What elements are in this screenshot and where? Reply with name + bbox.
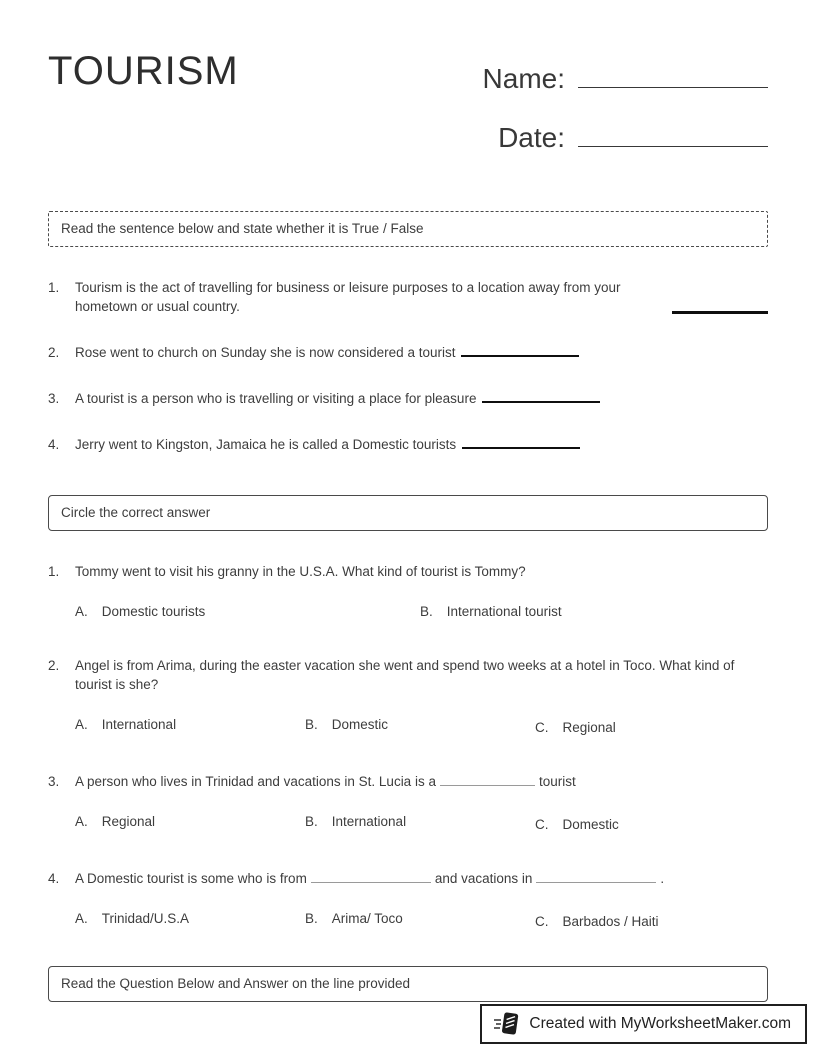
options-row: [48, 715, 768, 737]
option-letter: B.: [305, 911, 318, 926]
multiple-choice-question-list: [48, 562, 768, 931]
fill-in-blank[interactable]: [536, 872, 656, 883]
tf-answer-line-3[interactable]: [482, 391, 600, 403]
true-false-question-list: [48, 278, 768, 454]
option-letter: B.: [420, 604, 433, 619]
tf-question-1: [48, 278, 768, 316]
instruction-text-true-false: Read the sentence below and state whether it is True / False: [61, 221, 424, 236]
options-row: [48, 909, 768, 931]
option-label: Domestic: [331, 717, 389, 732]
name-field-row: [483, 52, 768, 95]
question-number: 2.: [48, 345, 60, 360]
worksheet-header: [48, 48, 768, 170]
question-text-before: A Domestic tourist is some who is from: [75, 871, 307, 886]
tf-answer-line-2[interactable]: [461, 345, 579, 357]
option-c[interactable]: [535, 715, 616, 737]
mc-question-4: [48, 869, 768, 931]
question-text: Tourism is the act of travelling for business or leisure purposes to a location away from your hometown or usual country.: [75, 280, 621, 314]
instruction-box-multiple-choice: [48, 495, 768, 531]
instruction-box-short-answer: [48, 966, 768, 1002]
tf-question-3: [48, 389, 768, 408]
option-letter: C.: [535, 914, 549, 929]
date-label: Date:: [498, 122, 565, 153]
option-a[interactable]: [75, 909, 305, 931]
question-text: A tourist is a person who is travelling or visiting a place for pleasure: [75, 391, 477, 406]
mc-question-1: [48, 562, 768, 621]
question-text: Angel is from Arima, during the easter vacation she went and spend two weeks at a hotel in Toco. What kind of tourist is she?: [75, 658, 735, 692]
option-letter: C.: [535, 817, 549, 832]
name-label: Name:: [482, 63, 565, 94]
fill-in-blank[interactable]: [311, 872, 431, 883]
fill-in-blank[interactable]: [440, 775, 535, 786]
instruction-text-short-answer: Read the Question Below and Answer on the line provided: [61, 976, 410, 991]
footer-credit-box: [480, 1004, 807, 1044]
question-text: Jerry went to Kingston, Jamaica he is called a Domestic tourists: [75, 437, 457, 452]
tf-question-2: [48, 343, 768, 362]
mc-question-3: [48, 772, 768, 834]
question-number: 4.: [48, 437, 60, 452]
question-text: Rose went to church on Sunday she is now considered a tourist: [75, 345, 456, 360]
footer-credit-text: Created with MyWorksheetMaker.com: [529, 1015, 791, 1032]
option-letter: B.: [305, 814, 318, 829]
question-text-middle: and vacations in: [434, 871, 533, 886]
question-number: 3.: [48, 774, 60, 789]
option-c[interactable]: [535, 909, 659, 931]
date-answer-line[interactable]: [578, 111, 768, 147]
options-row: [48, 602, 768, 621]
option-a[interactable]: [75, 602, 420, 621]
option-b[interactable]: [305, 812, 535, 834]
option-b[interactable]: [305, 909, 535, 931]
option-label: Barbados / Haiti: [562, 914, 659, 929]
question-number: 1.: [48, 564, 60, 579]
tf-answer-line-4[interactable]: [462, 437, 580, 449]
question-text-before: A person who lives in Trinidad and vacations in St. Lucia is a: [75, 774, 436, 789]
page-title: TOURISM: [48, 49, 239, 93]
option-label: Domestic: [562, 817, 619, 832]
option-label: International: [331, 814, 407, 829]
option-c[interactable]: [535, 812, 619, 834]
option-label: International: [101, 717, 177, 732]
instruction-box-true-false: [48, 211, 768, 247]
header-fields: [483, 52, 768, 170]
option-letter: A.: [75, 604, 88, 619]
option-letter: A.: [75, 717, 88, 732]
question-text-after: tourist: [538, 774, 576, 789]
tf-question-4: [48, 435, 768, 454]
option-label: Regional: [101, 814, 156, 829]
mc-question-2: [48, 656, 768, 737]
option-letter: A.: [75, 814, 88, 829]
option-letter: C.: [535, 720, 549, 735]
question-text: Tommy went to visit his granny in the U.S.A. What kind of tourist is Tommy?: [75, 564, 526, 579]
tf-answer-line-1[interactable]: [672, 311, 768, 314]
option-a[interactable]: [75, 715, 305, 737]
options-row: [48, 812, 768, 834]
option-a[interactable]: [75, 812, 305, 834]
question-number: 1.: [48, 280, 60, 295]
option-label: Arima/ Toco: [331, 911, 403, 926]
option-letter: B.: [305, 717, 318, 732]
option-b[interactable]: [305, 715, 535, 737]
option-label: Trinidad/U.S.A: [101, 911, 190, 926]
option-label: International tourist: [446, 604, 562, 619]
option-b[interactable]: [420, 602, 562, 621]
option-label: Domestic tourists: [101, 604, 206, 619]
option-label: Regional: [562, 720, 616, 735]
question-number: 3.: [48, 391, 60, 406]
question-text-after: .: [660, 871, 665, 886]
myworksheetmaker-logo-icon: [494, 1010, 520, 1038]
instruction-text-multiple-choice: Circle the correct answer: [61, 505, 211, 520]
option-letter: A.: [75, 911, 88, 926]
question-number: 2.: [48, 658, 60, 673]
date-field-row: [483, 111, 768, 154]
question-number: 4.: [48, 871, 60, 886]
name-answer-line[interactable]: [578, 52, 768, 88]
